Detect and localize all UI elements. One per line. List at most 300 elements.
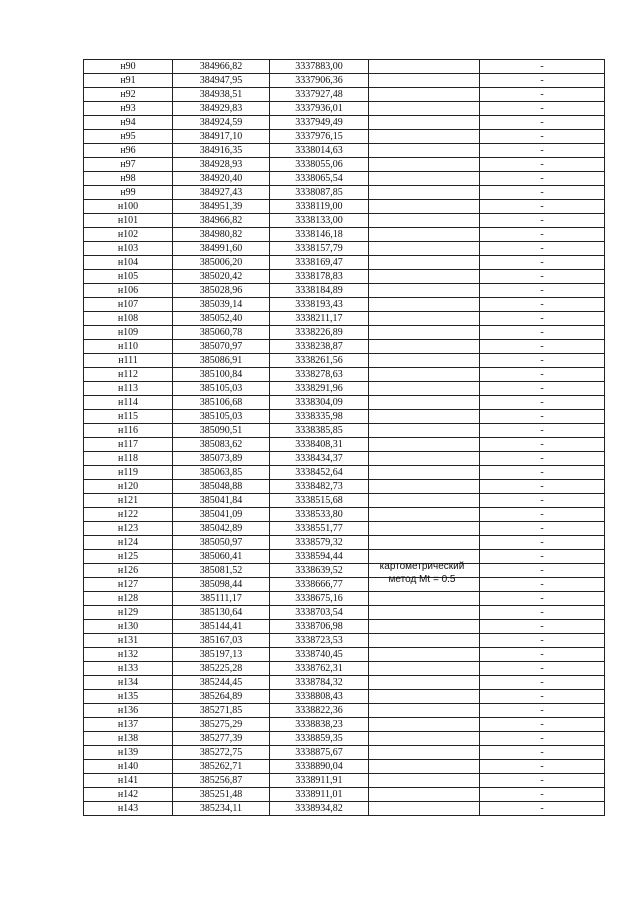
method-cell <box>369 788 480 802</box>
x-coordinate-cell: 385086,91 <box>173 354 270 368</box>
dash-cell: - <box>480 788 605 802</box>
method-cell <box>369 802 480 816</box>
table-row <box>84 368 605 382</box>
x-coordinate-cell: 385144,41 <box>173 620 270 634</box>
dash-cell: - <box>480 676 605 690</box>
y-coordinate-cell: 3338875,67 <box>270 746 369 760</box>
point-name-cell: н139 <box>84 746 173 760</box>
table-row <box>84 550 605 564</box>
table-row <box>84 130 605 144</box>
dash-cell: - <box>480 298 605 312</box>
method-cell <box>369 410 480 424</box>
method-cell <box>369 466 480 480</box>
point-name-cell: н128 <box>84 592 173 606</box>
y-coordinate-cell: 3338261,56 <box>270 354 369 368</box>
dash-cell: - <box>480 382 605 396</box>
point-name-cell: н138 <box>84 732 173 746</box>
table-row <box>84 242 605 256</box>
dash-cell: - <box>480 508 605 522</box>
dash-cell: - <box>480 158 605 172</box>
dash-cell: - <box>480 452 605 466</box>
y-coordinate-cell: 3338408,31 <box>270 438 369 452</box>
coordinates-table <box>83 59 605 816</box>
point-name-cell: н132 <box>84 648 173 662</box>
method-cell <box>369 396 480 410</box>
dash-cell: - <box>480 606 605 620</box>
dash-cell: - <box>480 312 605 326</box>
point-name-cell: н92 <box>84 88 173 102</box>
x-coordinate-cell: 384951,39 <box>173 200 270 214</box>
table-row <box>84 606 605 620</box>
table-row <box>84 704 605 718</box>
y-coordinate-cell: 3338226,89 <box>270 326 369 340</box>
dash-cell: - <box>480 620 605 634</box>
method-cell <box>369 298 480 312</box>
x-coordinate-cell: 385048,88 <box>173 480 270 494</box>
table-row <box>84 802 605 816</box>
x-coordinate-cell: 385234,11 <box>173 802 270 816</box>
table-row <box>84 564 605 578</box>
method-cell <box>369 242 480 256</box>
point-name-cell: н126 <box>84 564 173 578</box>
dash-cell: - <box>480 550 605 564</box>
table-row <box>84 634 605 648</box>
point-name-cell: н140 <box>84 760 173 774</box>
method-cell <box>369 158 480 172</box>
method-cell <box>369 326 480 340</box>
table-row <box>84 144 605 158</box>
table-row <box>84 732 605 746</box>
table-row <box>84 382 605 396</box>
dash-cell: - <box>480 774 605 788</box>
method-cell <box>369 102 480 116</box>
table-row <box>84 172 605 186</box>
method-cell <box>369 676 480 690</box>
table-row <box>84 396 605 410</box>
y-coordinate-cell: 3338133,00 <box>270 214 369 228</box>
y-coordinate-cell: 3337949,49 <box>270 116 369 130</box>
method-cell <box>369 774 480 788</box>
method-cell <box>369 536 480 550</box>
point-name-cell: н116 <box>84 424 173 438</box>
y-coordinate-cell: 3338890,04 <box>270 760 369 774</box>
x-coordinate-cell: 384920,40 <box>173 172 270 186</box>
y-coordinate-cell: 3338291,96 <box>270 382 369 396</box>
method-cell <box>369 746 480 760</box>
method-cell <box>369 704 480 718</box>
point-name-cell: н110 <box>84 340 173 354</box>
y-coordinate-cell: 3338482,73 <box>270 480 369 494</box>
point-name-cell: н107 <box>84 298 173 312</box>
point-name-cell: н133 <box>84 662 173 676</box>
point-name-cell: н111 <box>84 354 173 368</box>
table-row <box>84 200 605 214</box>
point-name-cell: н118 <box>84 452 173 466</box>
method-cell <box>369 74 480 88</box>
x-coordinate-cell: 384928,93 <box>173 158 270 172</box>
table-row <box>84 270 605 284</box>
dash-cell: - <box>480 242 605 256</box>
method-cell <box>369 634 480 648</box>
table-row <box>84 186 605 200</box>
table-row <box>84 298 605 312</box>
dash-cell: - <box>480 704 605 718</box>
table-row <box>84 340 605 354</box>
method-cell <box>369 200 480 214</box>
y-coordinate-cell: 3338065,54 <box>270 172 369 186</box>
point-name-cell: н131 <box>84 634 173 648</box>
y-coordinate-cell: 3338762,31 <box>270 662 369 676</box>
x-coordinate-cell: 385244,45 <box>173 676 270 690</box>
dash-cell: - <box>480 480 605 494</box>
point-name-cell: н95 <box>84 130 173 144</box>
x-coordinate-cell: 385167,03 <box>173 634 270 648</box>
x-coordinate-cell: 385251,48 <box>173 788 270 802</box>
y-coordinate-cell: 3338278,63 <box>270 368 369 382</box>
x-coordinate-cell: 384991,60 <box>173 242 270 256</box>
dash-cell: - <box>480 424 605 438</box>
table-row <box>84 214 605 228</box>
point-name-cell: н121 <box>84 494 173 508</box>
dash-cell: - <box>480 60 605 74</box>
point-name-cell: н136 <box>84 704 173 718</box>
table-row <box>84 466 605 480</box>
method-cell <box>369 480 480 494</box>
dash-cell: - <box>480 536 605 550</box>
point-name-cell: н108 <box>84 312 173 326</box>
point-name-cell: н125 <box>84 550 173 564</box>
y-coordinate-cell: 3338934,82 <box>270 802 369 816</box>
table-row <box>84 662 605 676</box>
method-cell <box>369 88 480 102</box>
x-coordinate-cell: 385262,71 <box>173 760 270 774</box>
table-row <box>84 410 605 424</box>
dash-cell: - <box>480 130 605 144</box>
dash-cell: - <box>480 256 605 270</box>
y-coordinate-cell: 3338808,43 <box>270 690 369 704</box>
dash-cell: - <box>480 592 605 606</box>
dash-cell: - <box>480 270 605 284</box>
point-name-cell: н143 <box>84 802 173 816</box>
x-coordinate-cell: 385050,97 <box>173 536 270 550</box>
table-row <box>84 760 605 774</box>
x-coordinate-cell: 385006,20 <box>173 256 270 270</box>
x-coordinate-cell: 385275,29 <box>173 718 270 732</box>
dash-cell: - <box>480 690 605 704</box>
y-coordinate-cell: 3337927,48 <box>270 88 369 102</box>
table-row <box>84 494 605 508</box>
method-cell <box>369 256 480 270</box>
point-name-cell: н93 <box>84 102 173 116</box>
table-row <box>84 438 605 452</box>
y-coordinate-cell: 3338838,23 <box>270 718 369 732</box>
x-coordinate-cell: 385042,89 <box>173 522 270 536</box>
x-coordinate-cell: 385060,41 <box>173 550 270 564</box>
point-name-cell: н113 <box>84 382 173 396</box>
method-cell <box>369 186 480 200</box>
y-coordinate-cell: 3338675,16 <box>270 592 369 606</box>
x-coordinate-cell: 385277,39 <box>173 732 270 746</box>
dash-cell: - <box>480 466 605 480</box>
x-coordinate-cell: 385106,68 <box>173 396 270 410</box>
point-name-cell: н101 <box>84 214 173 228</box>
method-cell <box>369 340 480 354</box>
point-name-cell: н115 <box>84 410 173 424</box>
x-coordinate-cell: 384947,95 <box>173 74 270 88</box>
y-coordinate-cell: 3338014,63 <box>270 144 369 158</box>
x-coordinate-cell: 385052,40 <box>173 312 270 326</box>
y-coordinate-cell: 3338639,52 <box>270 564 369 578</box>
x-coordinate-cell: 385098,44 <box>173 578 270 592</box>
dash-cell: - <box>480 522 605 536</box>
y-coordinate-cell: 3338452,64 <box>270 466 369 480</box>
table-row <box>84 648 605 662</box>
dash-cell: - <box>480 172 605 186</box>
dash-cell: - <box>480 494 605 508</box>
y-coordinate-cell: 3338169,47 <box>270 256 369 270</box>
table-row <box>84 256 605 270</box>
table-row <box>84 774 605 788</box>
table-row <box>84 522 605 536</box>
y-coordinate-cell: 3338157,79 <box>270 242 369 256</box>
x-coordinate-cell: 384966,82 <box>173 214 270 228</box>
point-name-cell: н94 <box>84 116 173 130</box>
point-name-cell: н123 <box>84 522 173 536</box>
point-name-cell: н102 <box>84 228 173 242</box>
method-cell <box>369 172 480 186</box>
x-coordinate-cell: 385271,85 <box>173 704 270 718</box>
method-cell <box>369 116 480 130</box>
point-name-cell: н106 <box>84 284 173 298</box>
dash-cell: - <box>480 284 605 298</box>
table-row <box>84 452 605 466</box>
table-row <box>84 620 605 634</box>
table-row <box>84 354 605 368</box>
x-coordinate-cell: 385105,03 <box>173 410 270 424</box>
point-name-cell: н129 <box>84 606 173 620</box>
x-coordinate-cell: 385083,62 <box>173 438 270 452</box>
x-coordinate-cell: 384929,83 <box>173 102 270 116</box>
point-name-cell: н122 <box>84 508 173 522</box>
y-coordinate-cell: 3338706,98 <box>270 620 369 634</box>
method-cell <box>369 592 480 606</box>
x-coordinate-cell: 384938,51 <box>173 88 270 102</box>
x-coordinate-cell: 385111,17 <box>173 592 270 606</box>
x-coordinate-cell: 384966,82 <box>173 60 270 74</box>
method-line-2: метод Mt = 0.5 <box>388 574 456 585</box>
x-coordinate-cell: 385081,52 <box>173 564 270 578</box>
method-cell <box>369 648 480 662</box>
point-name-cell: н114 <box>84 396 173 410</box>
x-coordinate-cell: 384980,82 <box>173 228 270 242</box>
method-cell <box>369 130 480 144</box>
y-coordinate-cell: 3338434,37 <box>270 452 369 466</box>
dash-cell: - <box>480 74 605 88</box>
point-name-cell: н120 <box>84 480 173 494</box>
x-coordinate-cell: 385063,85 <box>173 466 270 480</box>
y-coordinate-cell: 3337936,01 <box>270 102 369 116</box>
x-coordinate-cell: 385041,09 <box>173 508 270 522</box>
dash-cell: - <box>480 200 605 214</box>
table-row <box>84 74 605 88</box>
y-coordinate-cell: 3338666,77 <box>270 578 369 592</box>
table-row <box>84 60 605 74</box>
table-row <box>84 326 605 340</box>
table-row <box>84 676 605 690</box>
point-name-cell: н117 <box>84 438 173 452</box>
y-coordinate-cell: 3338304,09 <box>270 396 369 410</box>
point-name-cell: н100 <box>84 200 173 214</box>
dash-cell: - <box>480 746 605 760</box>
x-coordinate-cell: 385256,87 <box>173 774 270 788</box>
table-row <box>84 88 605 102</box>
method-cell <box>369 382 480 396</box>
dash-cell: - <box>480 368 605 382</box>
method-cell <box>369 606 480 620</box>
dash-cell: - <box>480 326 605 340</box>
x-coordinate-cell: 384924,59 <box>173 116 270 130</box>
dash-cell: - <box>480 214 605 228</box>
method-cell <box>369 732 480 746</box>
x-coordinate-cell: 385090,51 <box>173 424 270 438</box>
dash-cell: - <box>480 410 605 424</box>
y-coordinate-cell: 3338178,83 <box>270 270 369 284</box>
dash-cell: - <box>480 634 605 648</box>
method-cell <box>369 214 480 228</box>
y-coordinate-cell: 3338211,17 <box>270 312 369 326</box>
y-coordinate-cell: 3338385,85 <box>270 424 369 438</box>
y-coordinate-cell: 3337976,15 <box>270 130 369 144</box>
point-name-cell: н91 <box>84 74 173 88</box>
x-coordinate-cell: 385264,89 <box>173 690 270 704</box>
dash-cell: - <box>480 340 605 354</box>
method-cell <box>369 508 480 522</box>
method-cell <box>369 620 480 634</box>
y-coordinate-cell: 3338515,68 <box>270 494 369 508</box>
table-row <box>84 746 605 760</box>
method-cell <box>369 354 480 368</box>
method-cell <box>369 144 480 158</box>
x-coordinate-cell: 385020,42 <box>173 270 270 284</box>
point-name-cell: н99 <box>84 186 173 200</box>
method-cell <box>369 284 480 298</box>
y-coordinate-cell: 3338859,35 <box>270 732 369 746</box>
x-coordinate-cell: 385070,97 <box>173 340 270 354</box>
table-row <box>84 578 605 592</box>
table-row <box>84 102 605 116</box>
x-coordinate-cell: 385225,28 <box>173 662 270 676</box>
point-name-cell: н112 <box>84 368 173 382</box>
point-name-cell: н142 <box>84 788 173 802</box>
point-name-cell: н134 <box>84 676 173 690</box>
coordinates-table-body <box>84 60 605 816</box>
y-coordinate-cell: 3338119,00 <box>270 200 369 214</box>
y-coordinate-cell: 3338740,45 <box>270 648 369 662</box>
y-coordinate-cell: 3338335,98 <box>270 410 369 424</box>
dash-cell: - <box>480 648 605 662</box>
dash-cell: - <box>480 718 605 732</box>
x-coordinate-cell: 384927,43 <box>173 186 270 200</box>
dash-cell: - <box>480 438 605 452</box>
y-coordinate-cell: 3338911,91 <box>270 774 369 788</box>
x-coordinate-cell: 385039,14 <box>173 298 270 312</box>
y-coordinate-cell: 3338822,36 <box>270 704 369 718</box>
dash-cell: - <box>480 88 605 102</box>
y-coordinate-cell: 3338087,85 <box>270 186 369 200</box>
dash-cell: - <box>480 732 605 746</box>
method-cell <box>369 718 480 732</box>
method-note <box>366 560 478 586</box>
table-row <box>84 116 605 130</box>
point-name-cell: н97 <box>84 158 173 172</box>
point-name-cell: н124 <box>84 536 173 550</box>
method-cell <box>369 270 480 284</box>
x-coordinate-cell: 385105,03 <box>173 382 270 396</box>
y-coordinate-cell: 3338193,43 <box>270 298 369 312</box>
y-coordinate-cell: 3338579,32 <box>270 536 369 550</box>
dash-cell: - <box>480 564 605 578</box>
method-cell <box>369 522 480 536</box>
table-row <box>84 228 605 242</box>
y-coordinate-cell: 3338594,44 <box>270 550 369 564</box>
point-name-cell: н119 <box>84 466 173 480</box>
x-coordinate-cell: 385060,78 <box>173 326 270 340</box>
method-cell <box>369 228 480 242</box>
method-cell <box>369 424 480 438</box>
dash-cell: - <box>480 396 605 410</box>
x-coordinate-cell: 385041,84 <box>173 494 270 508</box>
x-coordinate-cell: 385073,89 <box>173 452 270 466</box>
point-name-cell: н109 <box>84 326 173 340</box>
dash-cell: - <box>480 144 605 158</box>
x-coordinate-cell: 384916,35 <box>173 144 270 158</box>
table-row <box>84 718 605 732</box>
table-row <box>84 592 605 606</box>
table-row <box>84 788 605 802</box>
point-name-cell: н130 <box>84 620 173 634</box>
dash-cell: - <box>480 228 605 242</box>
method-cell <box>369 760 480 774</box>
point-name-cell: н137 <box>84 718 173 732</box>
method-cell <box>369 494 480 508</box>
method-line-1: картометрический <box>379 561 465 572</box>
table-row <box>84 312 605 326</box>
y-coordinate-cell: 3337906,36 <box>270 74 369 88</box>
method-cell <box>369 452 480 466</box>
point-name-cell: н103 <box>84 242 173 256</box>
x-coordinate-cell: 385272,75 <box>173 746 270 760</box>
y-coordinate-cell: 3338703,54 <box>270 606 369 620</box>
method-cell <box>369 60 480 74</box>
y-coordinate-cell: 3338238,87 <box>270 340 369 354</box>
dash-cell: - <box>480 578 605 592</box>
y-coordinate-cell: 3338184,89 <box>270 284 369 298</box>
table-row <box>84 158 605 172</box>
x-coordinate-cell: 385197,13 <box>173 648 270 662</box>
dash-cell: - <box>480 802 605 816</box>
method-cell <box>369 690 480 704</box>
method-cell <box>369 438 480 452</box>
table-row <box>84 284 605 298</box>
y-coordinate-cell: 3338533,80 <box>270 508 369 522</box>
y-coordinate-cell: 3338723,53 <box>270 634 369 648</box>
method-cell <box>369 312 480 326</box>
method-cell <box>369 662 480 676</box>
dash-cell: - <box>480 662 605 676</box>
point-name-cell: н141 <box>84 774 173 788</box>
point-name-cell: н127 <box>84 578 173 592</box>
point-name-cell: н90 <box>84 60 173 74</box>
